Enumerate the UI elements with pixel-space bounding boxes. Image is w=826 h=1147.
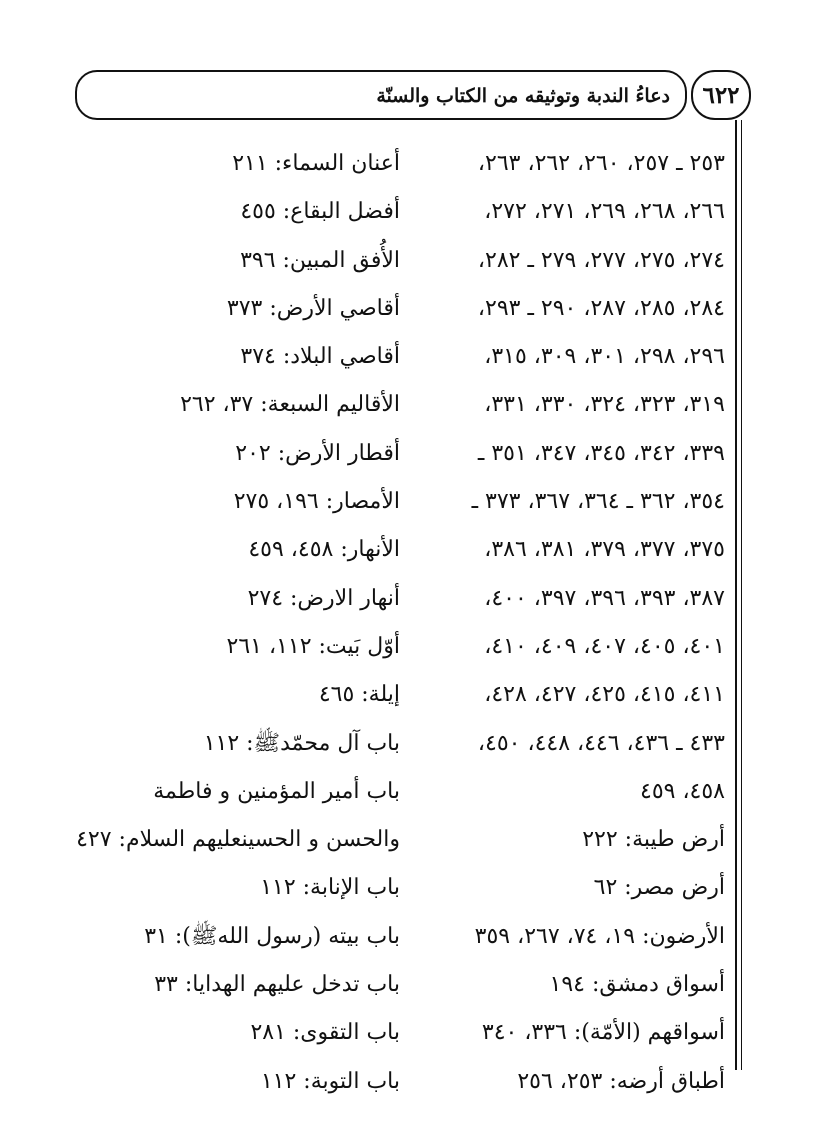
index-entry: ٣٨٧، ٣٩٣، ٣٩٦، ٣٩٧، ٤٠٠،	[484, 585, 725, 611]
index-entry: ٣٣٩، ٣٤٢، ٣٤٥، ٣٤٧، ٣٥١ ـ	[477, 440, 725, 466]
index-entry: باب التقوى: ٢٨١	[250, 1020, 400, 1046]
column-rule-right-thin	[741, 120, 742, 1070]
index-entry: ٣٧٥، ٣٧٧، ٣٧٩، ٣٨١، ٣٨٦،	[484, 537, 725, 563]
index-entry: الأُفق المبين: ٣٩٦	[240, 247, 400, 273]
index-entry: ٤١١، ٤١٥، ٤٢٥، ٤٢٧، ٤٢٨،	[484, 682, 725, 708]
index-entry: أقطار الأرض: ٢٠٢	[235, 440, 400, 466]
index-entry: أسواق دمشق: ١٩٤	[549, 972, 725, 998]
index-entry: باب أمير المؤمنين و فاطمة	[153, 778, 400, 804]
index-entry: ٤٥٨، ٤٥٩	[640, 778, 725, 804]
index-entry: أرض مصر: ٦٢	[593, 875, 725, 901]
index-entry: ٤٠١، ٤٠٥، ٤٠٧، ٤٠٩، ٤١٠،	[484, 633, 725, 659]
index-entry: باب آل محمّدﷺ: ١١٢	[203, 730, 400, 756]
index-entry: ٢٥٣ ـ ٢٥٧، ٢٦٠، ٢٦٢، ٢٦٣،	[477, 151, 725, 176]
index-entry: أقاصي البلاد: ٣٧٤	[240, 344, 400, 370]
index-entry: الأرضون: ١٩، ٧٤، ٢٦٧، ٣٥٩	[474, 923, 725, 949]
index-entry: باب بيته (رسول اللهﷺ): ٣١	[144, 923, 400, 949]
index-entry: إيلة: ٤٦٥	[318, 682, 400, 708]
index-entry: أنهار الارض: ٢٧٤	[247, 585, 400, 611]
index-entry: ٣٥٤، ٣٦٢ ـ ٣٦٤، ٣٦٧، ٣٧٣ ـ	[471, 489, 725, 515]
index-column-left	[75, 140, 400, 1106]
index-entry: أطباق أرضه: ٢٥٣، ٢٥٦	[517, 1068, 725, 1094]
index-entry: ٢٨٤، ٢٨٥، ٢٨٧، ٢٩٠ ـ ٢٩٣،	[477, 295, 725, 321]
index-entry: ٣١٩، ٣٢٣، ٣٢٤، ٣٣٠، ٣٣١،	[484, 392, 725, 418]
index-column-right	[430, 140, 725, 1106]
index-entry: أوّل بَيت: ١١٢، ٢٦١	[226, 633, 400, 659]
index-entry: باب التوبة: ١١٢	[260, 1068, 400, 1094]
index-entry: أقاصي الأرض: ٣٧٣	[226, 295, 400, 321]
index-entry: الأمصار: ١٩٦، ٢٧٥	[233, 489, 400, 515]
index-entry: ٢٩٦، ٢٩٨، ٣٠١، ٣٠٩، ٣١٥،	[484, 344, 725, 370]
index-entry: باب تدخل عليهم الهدايا: ٣٣	[154, 972, 400, 998]
index-entry: ٢٦٦، ٢٦٨، ٢٦٩، ٢٧١، ٢٧٢،	[484, 199, 725, 225]
index-entry: أفضل البقاع: ٤٥٥	[240, 199, 400, 225]
running-header-title: دعاءُ الندبة وتوثيقه من الكتاب والسنّة	[376, 85, 670, 107]
page-number: ٦٢٢	[691, 70, 751, 120]
index-entry: الأقاليم السبعة: ٣٧، ٢٦٢	[180, 392, 400, 418]
index-entry: الأنهار: ٤٥٨، ٤٥٩	[248, 537, 400, 563]
index-entry: أرض طيبة: ٢٢٢	[582, 827, 725, 853]
column-rule-right	[735, 120, 737, 1070]
index-entry: أسواقهم (الأمّة): ٣٣٦، ٣٤٠	[481, 1020, 725, 1046]
index-entry: باب الإنابة: ١١٢	[260, 875, 400, 901]
index-entry: ٢٧٤، ٢٧٥، ٢٧٧، ٢٧٩ ـ ٢٨٢،	[477, 247, 725, 273]
index-entry: والحسن و الحسينعليهم السلام: ٤٢٧	[76, 827, 400, 853]
index-entry: ٤٣٣ ـ ٤٣٦، ٤٤٦، ٤٤٨، ٤٥٠،	[477, 730, 725, 756]
index-entry: أعنان السماء: ٢١١	[232, 151, 400, 176]
